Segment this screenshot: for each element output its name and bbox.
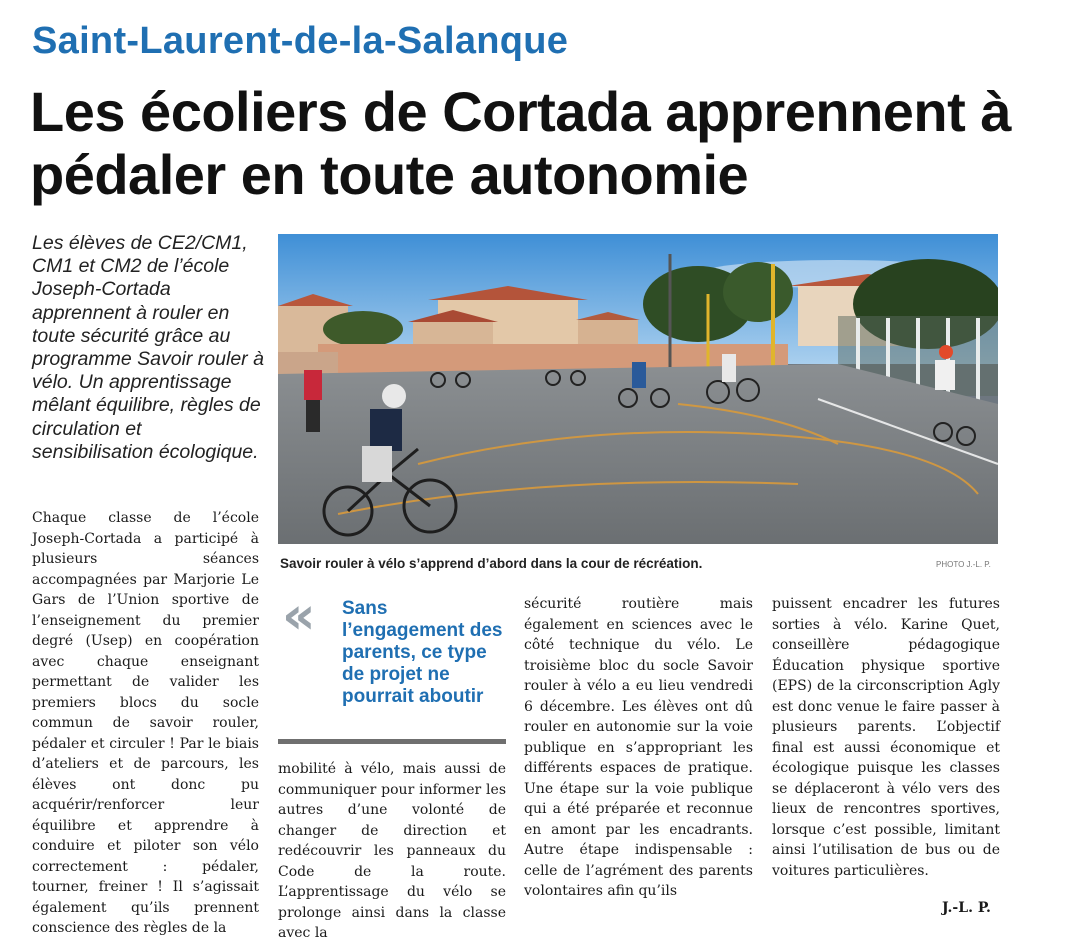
body-text-4: puissent encadrer les futures sorties à vélo. Karine Quet, conseillère pédagogique Éducation physique sportive (EPS) de la circonscription Agly est donc venue le faire passer à plusieurs parents. L’objectif final est aussi économique et écologique puisque les classes se déplaceront à vélo vers des lieux de rencontres sportives, lorsque c’est possible, limitant ainsi l’utilisation de bus ou de voitures particulières. [772,596,1000,879]
body-column-1 [32,508,259,939]
author-signature: J.-L. P. [942,900,991,916]
article-lead: Les élèves de CE2/CM1, CM1 et CM2 de l’école Joseph-Cortada apprennent à rouler en toute sécurité grâce au programme Savoir rouler à vélo. Un apprentissage mêlant équilibre, règles de circulation et sensibilisation écologique. [32,232,264,463]
photo-credit: PHOTO J.-L. P. [936,560,991,569]
article-photo [278,234,998,544]
body-column-4 [772,594,1000,881]
body-text-3: sécurité routière mais également en sciences avec le côté technique du vélo. Le troisième bloc du socle Savoir rouler à vélo a eu lieu vendredi 6 décembre. Les élèves ont dû rouler en autonomie sur la voie publique en s’appropriant les différents espaces de pratique. Une étape sur la voie publique qui a été préparée et reconnue en amont par les encadrants. Autre étape indispensable : celle de l’agrément des parents volontaires afin qu’ils [524,596,753,899]
body-text-1: Chaque classe de l’école Joseph-Cortada a participé à plusieurs séances accompagnées par Marjorie Le Gars de l’Union sportive de l’enseignement du premier degré (Usep) en coopération avec chaque enseignant permettant de valider les premiers blocs du socle commun de savoir rouler, pédaler et circuler ! Par le biais d’ateliers et de parcours, les élèves ont donc pu acquérir/renforcer leur équilibre et apprendre à conduire et piloter son vélo correctement : pédaler, tourner, freiner ! Il s’agissait également qu’ils prennent conscience des règles de la [32,510,259,936]
body-text-2: mobilité à vélo, mais aussi de communiquer pour informer les autres d’une volonté de changer de direction et redécouvrir les panneaux du Code de la route. L’apprentissage du vélo se prolonge ainsi dans la classe avec la [278,761,506,941]
pull-quote: Sans l’engagement des parents, ce type de projet ne pourrait aboutir [342,598,503,707]
body-column-2 [278,759,506,944]
body-column-3 [524,594,753,902]
photo-caption: Savoir rouler à vélo s’apprend d’abord dans la cour de récréation. [280,556,703,571]
pull-quote-rule [278,739,506,744]
article-headline: Les écoliers de Cortada apprennent à pédaler en toute autonomie [30,80,1011,206]
quote-open-icon: « [282,586,310,646]
location-kicker: Saint-Laurent-de-la-Salanque [32,20,569,62]
